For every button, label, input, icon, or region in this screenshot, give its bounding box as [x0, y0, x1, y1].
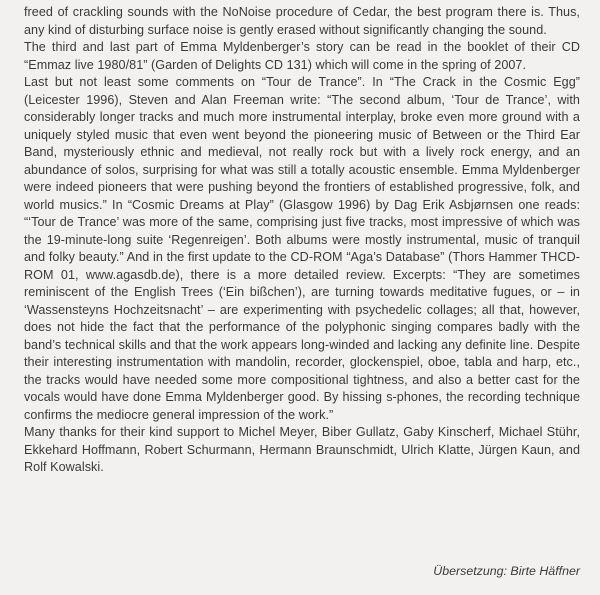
body-text: [24, 4, 580, 477]
paragraph-tour-de-trance-reviews: Last but not least some comments on “Tour de Trance”. In “The Crack in the Cosmic Egg” (Leicester 1996), Steven and Alan Freeman write: “The second album, ‘Tour de Trance’, with considerably longer tracks and much more instrumental interplay, broke even more ground with a uniquely styled music that even went beyond the pioneering music of Between or the Third Ear Band, mysteriously ethnic and medieval, not really rock but with a lively rock energy, and an abundance of solos, surprising for what was still a totally acoustic ensemble. Emma Myldenberger were indeed pioneers that were pushing beyond the frontiers of established progressive, folk, and world musics.” In “Cosmic Dreams at Play” (Glasgow 1996) by Dag Erik Asbjørnsen one reads: “‘Tour de Trance’ was more of the same, comprising just five tracks, most impressive of which was the 19-minute-long suite ‘Regenreigen’. Both albums were mostly instrumental, music of tranquil and folky beauty.” And in the first update to the CD-ROM “Aga’s Database” (Thors Hammer THCD-ROM 01, www.agasdb.de), there is a more detailed review. Excerpts: “They are sometimes reminiscent of the English Trees (‘Ein bißchen’), are turning towards meditative fugues, or – in ‘Wassensteyns Hochzeitsnacht’ – are experimenting with psychedelic collages; all that, however, does not hide the fact that the performance of the polyphonic singing compares badly with the band’s technical skills and that the work appears long-winded and lacking any definite line. Despite their interesting instrumentation with mandolin, recorder, glockenspiel, oboe, tabla and harp, etc., the tracks would have needed some more compositional tightness, and also a better cast for the vocals would have done Emma Myldenberger good. By hissing s-phones, the recording technique confirms the mediocre general impression of the work.”: [24, 75, 580, 422]
translator-credit: Übersetzung: Birte Häffner: [433, 564, 580, 578]
paragraph-acknowledgements: Many thanks for their kind support to Michel Meyer, Biber Gullatz, Gaby Kinscherf, Michael Stühr, Ekkehard Hoffmann, Robert Schurmann, Hermann Braunschmidt, Ulrich Klatte, Jürgen Kaun, and Rolf Kowalski.: [24, 425, 580, 474]
paragraph-cedar-restoration: freed of crackling sounds with the NoNoise procedure of Cedar, the best program there is. Thus, any kind of disturbing surface noise is gently erased without significantly changing the sound.: [24, 5, 580, 37]
paragraph-emmaz-live: The third and last part of Emma Myldenberger’s story can be read in the booklet of their CD “Emmaz live 1980/81” (Garden of Delights CD 131) which will come in the spring of 2007.: [24, 40, 580, 72]
